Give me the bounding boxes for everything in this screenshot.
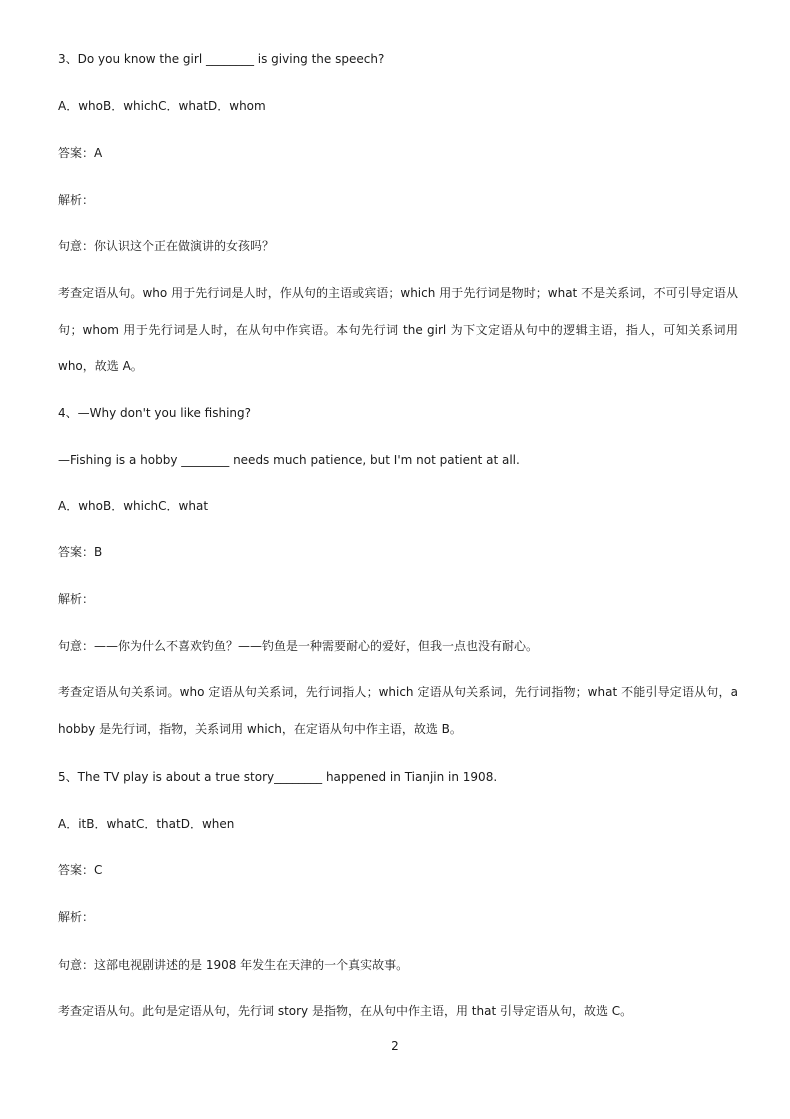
q4-meaning: 句意：——你为什么不喜欢钓鱼？——钓鱼是一种需要耐心的爱好，但我一点也没有耐心。 [58, 639, 539, 653]
q4-explanation: 考查定语从句关系词。who 定语从句关系词，先行词指人；which 定语从句关系词，先行词指物；what 不能引导定语从句，a hobby 是先行词，指物，关系词用 which，在定语从句中作主语，故选 B。 [58, 685, 738, 736]
q4-reply: —Fishing is a hobby ________ needs much patience, but I'm not patient at all. [58, 453, 520, 467]
q5-answer: 答案：C [58, 863, 103, 877]
q5-options: A．itB．whatC．thatD．when [58, 817, 235, 831]
q5-analysis-label: 解析： [58, 910, 95, 924]
q4-analysis-label: 解析： [58, 592, 95, 606]
q4-options: A．whoB．whichC．what [58, 499, 209, 513]
q5-meaning: 句意：这部电视剧讲述的是 1908 年发生在天津的一个真实故事。 [58, 958, 409, 972]
q3-answer: 答案：A [58, 146, 103, 160]
q3-meaning: 句意：你认识这个正在做演讲的女孩吗？ [58, 239, 275, 253]
q3-analysis-label: 解析： [58, 193, 95, 207]
q5-question: 5、The TV play is about a true story________ happened in Tianjin in 1908. [58, 770, 498, 784]
q3-question: 3、Do you know the girl ________ is giving the speech? [58, 52, 385, 66]
page-number: 2 [391, 1039, 399, 1053]
q3-explanation: 考查定语从句。who 用于先行词是人时，作从句的主语或宾语；which 用于先行词是物时；what 不是关系词，不可引导定语从句；whom 用于先行词是人时，在从句中作宾语。本句先行词 the girl 为下文定语从句中的逻辑主语，指人，可知关系词用 who，故选 A。 [58, 286, 738, 373]
q4-answer: 答案：B [58, 545, 103, 559]
q4-question: 4、—Why don't you like fishing? [58, 406, 251, 420]
q3-options: A．whoB．whichC．whatD．whom [58, 99, 266, 113]
q5-explanation: 考查定语从句。此句是定语从句，先行词 story 是指物，在从句中作主语，用 that 引导定语从句，故选 C。 [58, 1004, 633, 1018]
